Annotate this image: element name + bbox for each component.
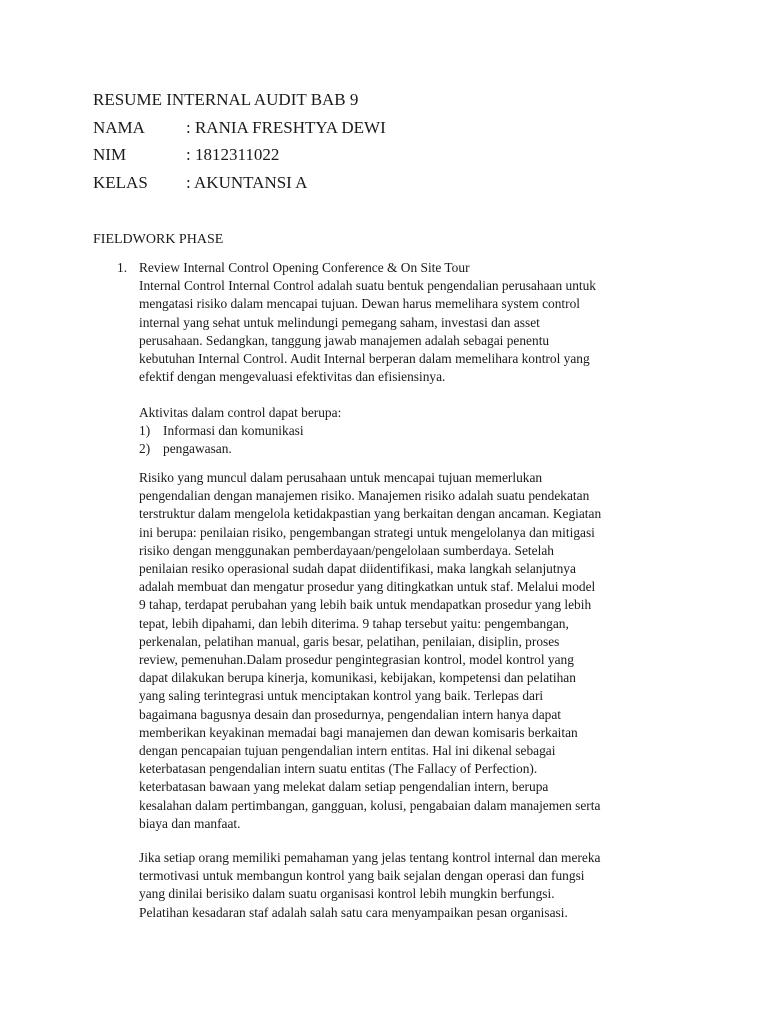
text-line: yang dinilai berisiko dalam suatu organisasi kontrol lebih mungkin berfungsi.	[139, 886, 555, 902]
text-line: penilaian resiko operasional sudah dapat diidentifikasi, maka langkah selanjutnya	[139, 561, 576, 577]
text-line: internal yang sehat untuk melindungi pemegang saham, investasi dan asset	[139, 314, 540, 330]
text-line: Pelatihan kesadaran staf adalah salah satu cara menyampaikan pesan organisasi.	[139, 904, 568, 920]
text-line: ini berupa: penilaian risiko, pengembangan strategi untuk mengelolanya dan mitigasi	[139, 524, 595, 540]
text-line: Risiko yang muncul dalam perusahaan untuk mencapai tujuan memerlukan	[139, 470, 543, 485]
paragraph-risk	[139, 469, 601, 833]
text-line: Internal Control Internal Control adalah suatu bentuk pengendalian perusahaan untuk	[139, 278, 597, 294]
text-line: dapat dilakukan berupa kinerja, komunikasi, kebijakan, kompetensi dan pelatihan	[139, 670, 576, 686]
text-line: keterbatasan pengendalian intern suatu entitas (The Fallacy of Perfection).	[139, 761, 538, 777]
title-text: RESUME INTERNAL AUDIT BAB 9	[93, 90, 359, 109]
text-line: biaya dan manfaat.	[139, 815, 241, 831]
text-line: 9 tahap, terdapat perubahan yang lebih baik untuk mendapatkan prosedur yang lebih	[139, 597, 592, 613]
text-line: perkenalan, pelatihan manual, garis besar, pelatihan, penilaian, disiplin, proses	[139, 633, 560, 649]
field-nim	[93, 141, 386, 169]
text-line: efektif dengan mengevaluasi efektivitas dan efisiensinya.	[139, 369, 446, 385]
text-line: review, pemenuhan.Dalam prosedur pengintegrasian kontrol, model kontrol yang	[139, 652, 574, 668]
text-line: mengatasi risiko dalam mencapai tujuan. Dewan harus memelihara system control	[139, 296, 581, 312]
text-line: tepat, lebih dipahami, dan lebih diterima. 9 tahap tersebut yaitu: pengembangan,	[139, 615, 569, 631]
text-line: pengendalian dengan manajemen risiko. Manajemen risiko adalah suatu pendekatan	[139, 488, 590, 504]
field-label: NAMA	[93, 117, 145, 137]
paragraph-training	[139, 849, 600, 922]
sublist-number: 1)	[139, 423, 151, 439]
field-nama	[93, 114, 386, 142]
activities-block	[139, 404, 341, 459]
document-header	[93, 86, 386, 196]
sublist-text: pengawasan.	[163, 441, 232, 457]
field-value: : AKUNTANSI A	[186, 172, 308, 192]
activities-intro: Aktivitas dalam control dapat berupa:	[139, 405, 342, 420]
sublist-number: 2)	[139, 441, 151, 457]
list-number: 1.	[117, 260, 128, 275]
sublist-text: Informasi dan komunikasi	[163, 423, 304, 439]
list-item	[139, 440, 341, 458]
item1-text	[139, 259, 596, 386]
text-line: Review Internal Control Opening Conference & On Site Tour	[139, 260, 470, 275]
field-label: KELAS	[93, 172, 148, 192]
text-line: memberikan keyakinan memadai bagi manajemen dan dewan komisaris berkaitan	[139, 724, 578, 740]
list-item	[139, 422, 341, 440]
text-line: Jika setiap orang memiliki pemahaman yang jelas tentang kontrol internal dan mereka	[139, 850, 601, 865]
field-value: : RANIA FRESHTYA DEWI	[186, 117, 386, 137]
text-line: bagaimana bagusnya desain dan prosedurnya, pengendalian intern hanya dapat	[139, 706, 562, 722]
text-line: kebutuhan Internal Control. Audit Internal berperan dalam memelihara kontrol yang	[139, 351, 590, 367]
field-value: : 1812311022	[186, 145, 280, 164]
text-line: terstruktur dalam mengelola ketidakpastian yang berkaitan dengan ancaman. Kegiatan	[139, 506, 602, 522]
text-line: adalah membuat dan mengatur prosedur yang ditingkatkan untuk staf. Melalui model	[139, 579, 596, 595]
field-label: NIM	[93, 145, 127, 164]
text-line: kesalahan dalam pertimbangan, gangguan, kolusi, pengabaian dalam manajemen serta	[139, 797, 601, 813]
text-line: risiko dengan menggunakan pemberdayaan/pengelolaan sumberdaya. Setelah	[139, 542, 554, 558]
section-title: FIELDWORK PHASE	[93, 232, 224, 247]
text-line: keterbatasan bawaan yang melekat dalam setiap pengendalian intern, berupa	[139, 779, 549, 795]
text-line: dengan pencapaian tujuan pengendalian intern entitas. Hal ini dikenal sebagai	[139, 743, 556, 759]
field-kelas	[93, 169, 386, 197]
text-line: yang saling terintegrasi untuk menciptakan kontrol yang baik. Terlepas dari	[139, 688, 544, 704]
document-title	[93, 86, 386, 114]
text-line: perusahaan. Sedangkan, tanggung jawab manajemen adalah sebagai penentu	[139, 332, 550, 348]
text-line: termotivasi untuk membangun kontrol yang baik sejalan dengan operasi dan fungsi	[139, 868, 585, 884]
